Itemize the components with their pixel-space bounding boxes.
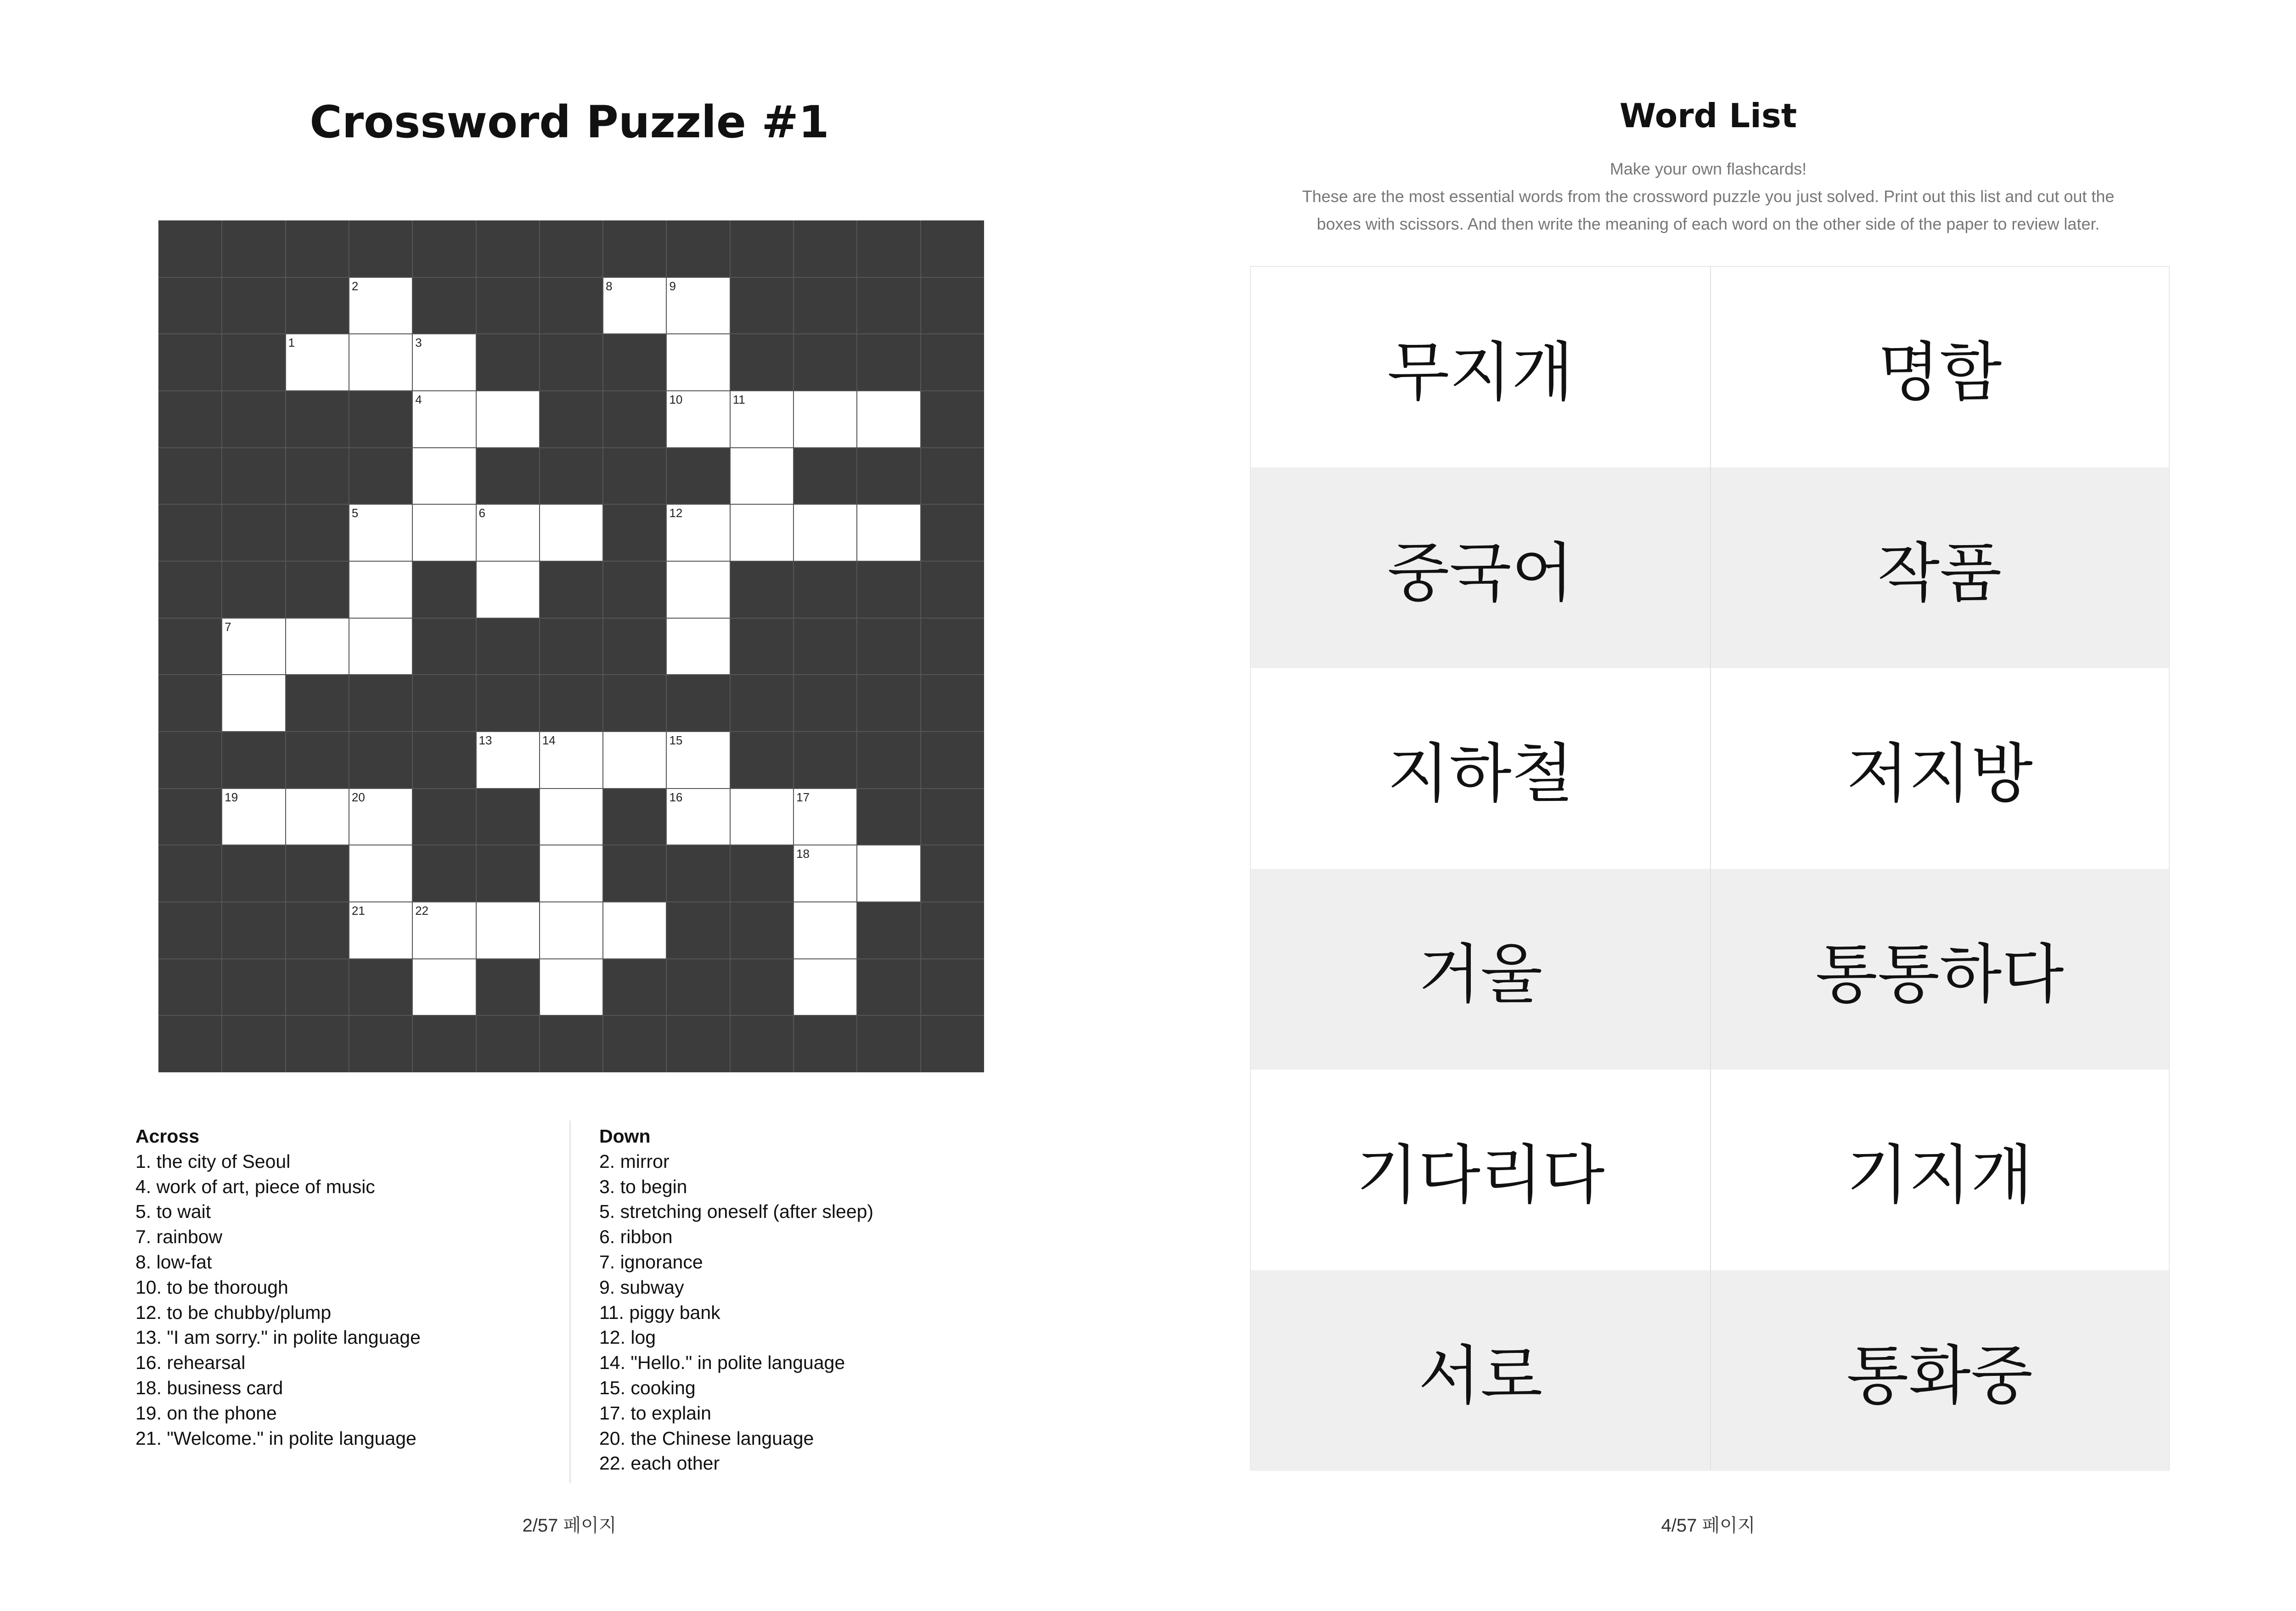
clue-number: 8 bbox=[606, 279, 613, 293]
grid-line bbox=[158, 504, 984, 505]
grid-line bbox=[158, 390, 984, 391]
clue-down: 20. the Chinese language bbox=[599, 1427, 814, 1449]
crossword-cell[interactable] bbox=[857, 391, 920, 448]
clue-across: 10. to be thorough bbox=[135, 1276, 288, 1298]
clue-across: 5. to wait bbox=[135, 1201, 211, 1222]
clue-number: 3 bbox=[415, 336, 422, 350]
clue-number: 14 bbox=[542, 733, 556, 747]
clue-down: 22. each other bbox=[599, 1453, 720, 1474]
crossword-cell[interactable] bbox=[730, 789, 793, 845]
crossword-cell[interactable] bbox=[476, 504, 540, 561]
clue-number: 12 bbox=[669, 506, 683, 520]
word-card: 명함 bbox=[1877, 335, 2002, 410]
clue-across: 19. on the phone bbox=[135, 1402, 277, 1424]
crossword-cell[interactable] bbox=[349, 845, 412, 902]
crossword-cell[interactable] bbox=[286, 789, 349, 845]
word-card: 통통하다 bbox=[1815, 937, 2064, 1012]
clue-across: 21. "Welcome." in polite language bbox=[135, 1427, 416, 1449]
clue-across: 13. "I am sorry." in polite language bbox=[135, 1327, 421, 1348]
clue-down: 5. stretching oneself (after sleep) bbox=[599, 1201, 874, 1222]
grid-line bbox=[158, 561, 984, 562]
grid-line bbox=[158, 958, 984, 959]
clue-number: 13 bbox=[478, 733, 492, 747]
grid-line bbox=[285, 220, 286, 1072]
clue-down: 15. cooking bbox=[599, 1377, 696, 1398]
crossword-cell[interactable] bbox=[349, 618, 412, 675]
clue-down: 6. ribbon bbox=[599, 1226, 673, 1248]
crossword-cell[interactable] bbox=[412, 448, 476, 505]
clue-number: 18 bbox=[796, 847, 810, 861]
grid-line bbox=[920, 220, 921, 1072]
clue-divider bbox=[569, 1121, 571, 1483]
crossword-cell[interactable] bbox=[412, 504, 476, 561]
crossword-cell[interactable] bbox=[476, 561, 540, 618]
crossword-cell[interactable] bbox=[476, 391, 540, 448]
crossword-page bbox=[0, 0, 1139, 1611]
crossword-cell[interactable] bbox=[603, 277, 666, 334]
crossword-cell[interactable] bbox=[349, 334, 412, 391]
clue-down: 14. "Hello." in polite language bbox=[599, 1352, 845, 1374]
crossword-cell[interactable] bbox=[540, 902, 603, 959]
crossword-cell[interactable] bbox=[793, 902, 857, 959]
word-card: 중국어 bbox=[1387, 536, 1574, 611]
crossword-cell[interactable] bbox=[793, 959, 857, 1016]
word-card: 지하철 bbox=[1387, 737, 1574, 811]
clue-across: 12. to be chubby/plump bbox=[135, 1301, 332, 1323]
down-clues bbox=[599, 1124, 873, 1476]
page-number: 4/57 페이지 bbox=[1661, 1515, 1756, 1536]
grid-line bbox=[158, 333, 984, 334]
clue-number: 22 bbox=[415, 904, 429, 918]
wordlist-instructions: boxes with scissors. And then write the meaning of each word on the other side of the paper to review later. bbox=[1317, 214, 2100, 233]
grid-line bbox=[730, 220, 731, 1072]
clue-down: 12. log bbox=[599, 1327, 656, 1348]
grid-line bbox=[158, 277, 984, 278]
crossword-cell[interactable] bbox=[857, 845, 920, 902]
clue-number: 21 bbox=[351, 904, 365, 918]
word-card: 기다리다 bbox=[1356, 1138, 1605, 1213]
crossword-cell[interactable] bbox=[222, 618, 285, 675]
clue-number: 6 bbox=[478, 506, 485, 520]
page-number: 2/57 페이지 bbox=[522, 1515, 617, 1536]
crossword-cell[interactable] bbox=[666, 561, 730, 618]
crossword-cell[interactable] bbox=[412, 334, 476, 391]
crossword-cell[interactable] bbox=[793, 391, 857, 448]
crossword-cell[interactable] bbox=[222, 675, 285, 732]
crossword-cell[interactable] bbox=[349, 277, 412, 334]
crossword-cell[interactable] bbox=[603, 902, 666, 959]
clue-number: 2 bbox=[351, 279, 359, 293]
clue-down: 2. mirror bbox=[599, 1150, 670, 1172]
grid-line bbox=[793, 220, 794, 1072]
down-heading: Down bbox=[599, 1126, 651, 1147]
grid-line bbox=[158, 674, 984, 675]
column-divider bbox=[1710, 267, 1711, 1470]
clue-number: 11 bbox=[732, 393, 745, 406]
crossword-cell[interactable] bbox=[666, 618, 730, 675]
crossword-cell[interactable] bbox=[730, 448, 793, 505]
crossword-cell[interactable] bbox=[540, 845, 603, 902]
clue-down: 7. ignorance bbox=[599, 1251, 703, 1273]
crossword-cell[interactable] bbox=[349, 561, 412, 618]
crossword-cell[interactable] bbox=[349, 504, 412, 561]
wordlist-page bbox=[1139, 0, 2278, 1611]
word-card: 작품 bbox=[1877, 536, 2002, 611]
across-clues bbox=[135, 1124, 421, 1451]
clue-number: 9 bbox=[669, 279, 676, 293]
crossword-cell[interactable] bbox=[286, 334, 349, 391]
clue-number: 20 bbox=[351, 790, 365, 804]
wordlist-instructions: These are the most essential words from the crossword puzzle you just solved. Print out this list and cut out the bbox=[1302, 187, 2115, 206]
quiz-title bbox=[2278, 96, 2296, 135]
clue-number: 10 bbox=[669, 393, 683, 406]
grid-line bbox=[221, 220, 222, 1072]
clue-down: 9. subway bbox=[599, 1276, 684, 1298]
crossword-cell[interactable] bbox=[540, 959, 603, 1016]
grid-line bbox=[539, 220, 540, 1072]
grid-line bbox=[856, 220, 857, 1072]
crossword-cell[interactable] bbox=[730, 504, 793, 561]
grid-line bbox=[666, 220, 667, 1072]
word-card: 서로 bbox=[1418, 1339, 1543, 1414]
word-table bbox=[1250, 266, 2170, 1470]
crossword-title: Crossword Puzzle #1 bbox=[310, 96, 829, 148]
word-card: 통화중 bbox=[1846, 1339, 2033, 1414]
grid-line bbox=[158, 618, 984, 619]
clue-across: 8. low-fat bbox=[135, 1251, 212, 1273]
clue-across: 16. rehearsal bbox=[135, 1352, 246, 1374]
crossword-cell[interactable] bbox=[857, 504, 920, 561]
across-heading: Across bbox=[135, 1126, 200, 1147]
grid-line bbox=[158, 447, 984, 448]
crossword-cell[interactable] bbox=[666, 334, 730, 391]
word-card: 기지개 bbox=[1846, 1138, 2033, 1213]
clue-across: 18. business card bbox=[135, 1377, 283, 1398]
crossword-cell[interactable] bbox=[666, 277, 730, 334]
grid-line bbox=[158, 901, 984, 902]
quiz-page bbox=[2278, 0, 2296, 1611]
clue-number: 15 bbox=[669, 733, 683, 747]
clue-number: 19 bbox=[225, 790, 238, 804]
clue-number: 7 bbox=[225, 620, 231, 634]
clue-down: 3. to begin bbox=[599, 1176, 687, 1197]
grid-line bbox=[412, 220, 413, 1072]
grid-line bbox=[602, 220, 603, 1072]
clue-across: 4. work of art, piece of music bbox=[135, 1176, 375, 1197]
crossword-cell[interactable] bbox=[540, 504, 603, 561]
clue-down: 17. to explain bbox=[599, 1402, 711, 1424]
crossword-grid bbox=[158, 220, 984, 1072]
crossword-cell[interactable] bbox=[793, 504, 857, 561]
clue-number: 16 bbox=[669, 790, 683, 804]
clue-across: 1. the city of Seoul bbox=[135, 1150, 291, 1172]
grid-line bbox=[158, 788, 984, 789]
crossword-cell[interactable] bbox=[540, 789, 603, 845]
clue-across: 7. rainbow bbox=[135, 1226, 223, 1248]
page-number bbox=[2278, 1511, 2296, 1537]
crossword-cell[interactable] bbox=[476, 902, 540, 959]
word-card: 무지개 bbox=[1387, 335, 1574, 410]
grid-line bbox=[476, 220, 477, 1072]
clue-number: 17 bbox=[796, 790, 810, 804]
wordlist-title: Word List bbox=[1619, 96, 1797, 135]
clue-number: 4 bbox=[415, 393, 422, 406]
crossword-cell[interactable] bbox=[603, 732, 666, 789]
crossword-cell[interactable] bbox=[286, 618, 349, 675]
grid-line bbox=[158, 731, 984, 732]
clue-number: 5 bbox=[351, 506, 359, 520]
crossword-cell[interactable] bbox=[412, 391, 476, 448]
word-card: 저지방 bbox=[1846, 737, 2033, 811]
crossword-cell[interactable] bbox=[412, 959, 476, 1016]
wordlist-subtitle: Make your own flashcards! bbox=[1609, 159, 1807, 178]
clue-down: 11. piggy bank bbox=[599, 1301, 720, 1323]
clue-number: 1 bbox=[288, 336, 295, 350]
grid-line bbox=[158, 1015, 984, 1016]
word-card: 거울 bbox=[1418, 937, 1543, 1012]
